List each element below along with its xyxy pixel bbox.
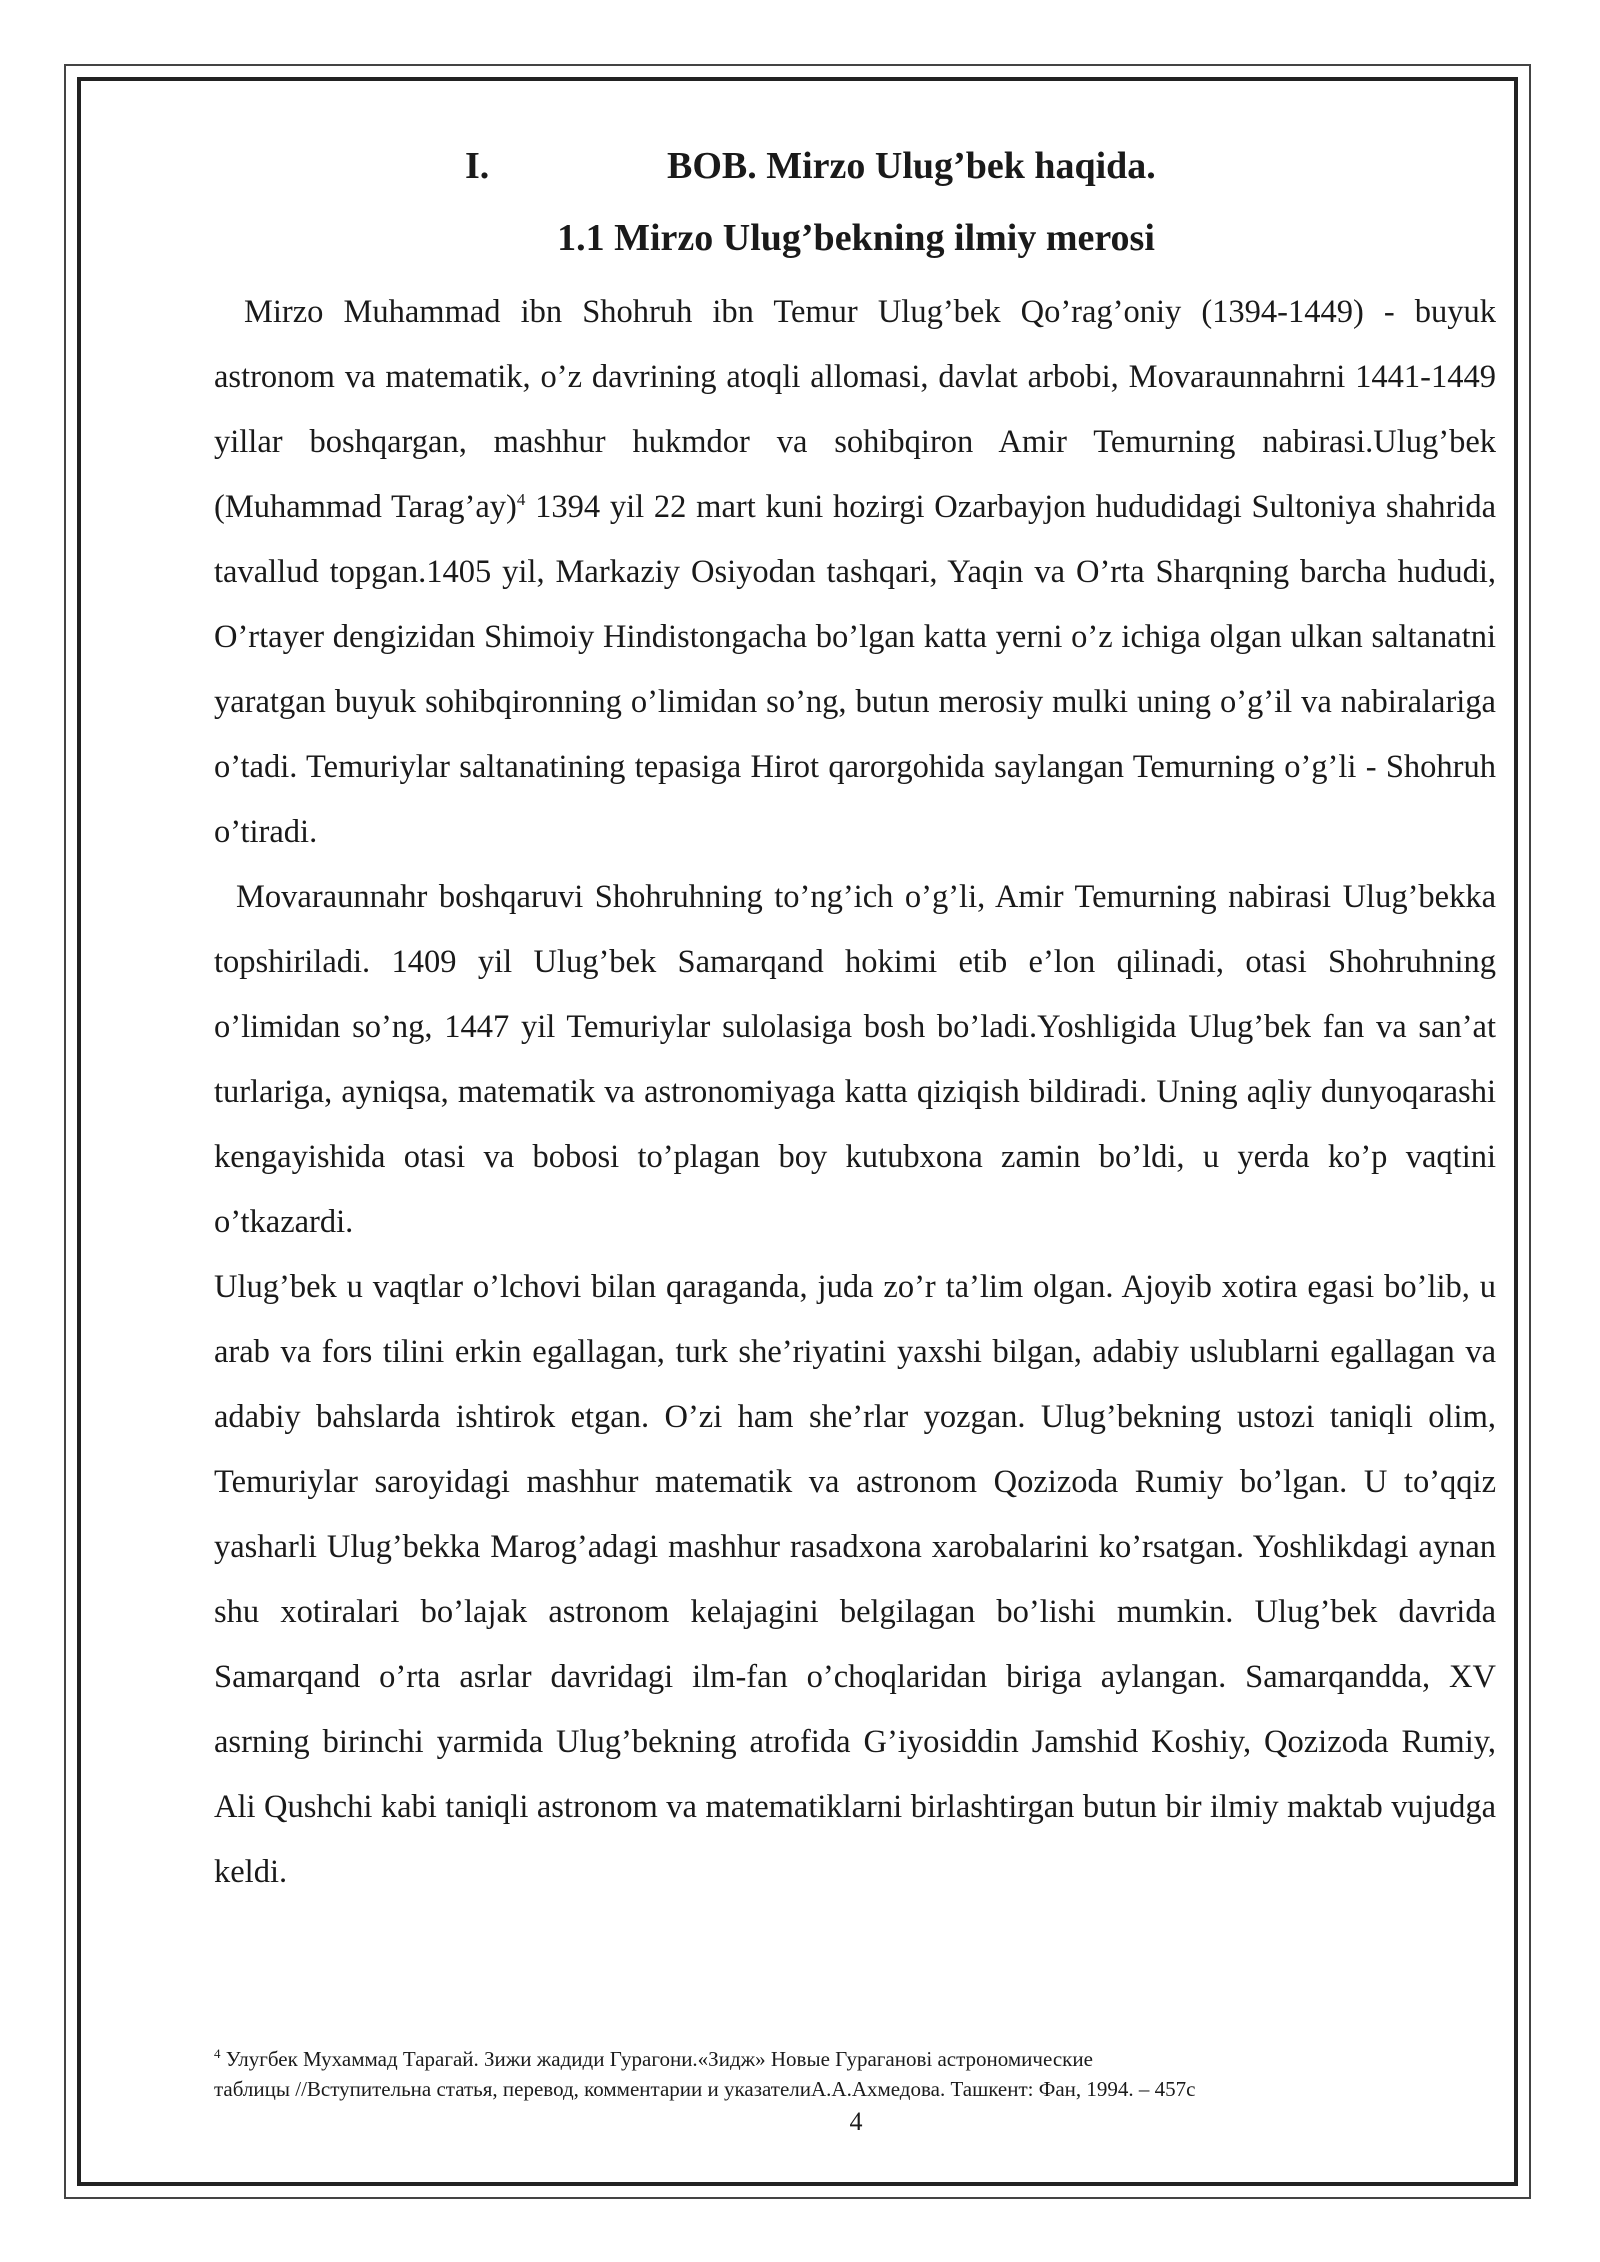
chapter-title: BOB. Mirzo Ulug’bek haqida. (667, 145, 1156, 187)
footnote (214, 2044, 1504, 2104)
paragraph-1 (214, 280, 1496, 865)
chapter-heading (0, 140, 1600, 192)
paragraph-2: Movaraunnahr boshqaruvi Shohruhning to’ng’ich o’g’li, Amir Temurning nabirasi Ulug’bekka topshiriladi. 1409 yil Ulug’bek Samarqand hokimi etib e’lon qilinadi, otasi Shohruhning o’limidan so’ng, 1447 yil Temuriylar sulolasiga bosh bo’ladi.Yoshligida Ulug’bek fan va san’at turlariga, ayniqsa, matematik va astronomiyaga katta qiziqish bildiradi. Uning aqliy dunyoqarashi kengayishida otasi va bobosi to’plagan boy kutubxona zamin bo’ldi, u yerda ko’p vaqtini o’tkazardi. (214, 879, 1496, 1240)
paragraph-1-text-b: 1394 yil 22 mart kuni hozirgi Ozarbayjon hududidagi Sultoniya shahrida tavallud topgan.1405 yil, Markaziy Osiyodan tashqari, Yaqin va O’rta Sharqning barcha hududi, O’rtayer dengizidan Shimoiy Hindistongacha bo’lgan katta yerni o’z ichiga olgan ulkan saltanatni yaratgan buyuk sohibqironning o’limidan so’ng, butun merosiy mulki uning o’g’il va nabiralariga o’tadi. Temuriylar saltanatining tepasiga Hirot qarorgohida saylangan Temurning o’g’li - Shohruh o’tiradi. (214, 489, 1496, 850)
footnote-marker: 4 (214, 2046, 221, 2061)
footnote-reference: 4 (516, 490, 526, 510)
section-heading: 1.1 Mirzo Ulug’bekning ilmiy merosi (557, 217, 1155, 259)
body-text (214, 280, 1496, 1905)
page-number: 4 (849, 2107, 863, 2136)
footnote-text-1: Улугбек Мухаммад Тарагай. Зижи жадиди Гурагони.«Зидж» Новые Гураганові астрономические (220, 2047, 1093, 2071)
footnote-line-2: таблицы //Вступительна статья, перевод, комментарии и указателиА.А.Ахмедова. Ташкент: Фан, 1994. – 457с (214, 2077, 1196, 2101)
chapter-number: I. (465, 145, 490, 187)
paragraph-3: Ulug’bek u vaqtlar o’lchovi bilan qaraganda, juda zo’r ta’lim olgan. Ajoyib xotira egasi bo’lib, u arab va fors tilini erkin egallagan, turk she’riyatini yaxshi bilgan, adabiy uslublarni egallagan va adabiy bahslarda ishtirok etgan. O’zi ham she’rlar yozgan. Ulug’bekning ustozi taniqli olim, Temuriylar saroyidagi mashhur matematik va astronom Qozizoda Rumiy bo’lgan. U to’qqiz yasharli Ulug’bekka Marog’adagi mashhur rasadxona xarobalarini ko’rsatgan. Yoshlikdagi aynan shu xotiralari bo’lajak astronom kelajagini belgilagan bo’lishi mumkin. Ulug’bek davrida Samarqand o’rta asrlar davridagi ilm-fan o’choqlaridan biriga aylangan. Samarqandda, XV asrning birinchi yarmida Ulug’bekning atrofida G’iyosiddin Jamshid Koshiy, Qozizoda Rumiy, Ali Qushchi kabi taniqli astronom va matematiklarni birlashtirgan butun bir ilmiy maktab vujudga keldi. (214, 1269, 1496, 1890)
footnote-line-1 (214, 2044, 1504, 2074)
paragraph-1-text-a: Mirzo Muhammad ibn Shohruh ibn Temur Ulug’bek Qo’rag’oniy (1394-1449) - buyuk astronom va matematik, o’z davrining atoqli allomasi, davlat arbobi, Movaraunnahrni 1441-1449 yillar boshqargan, mashhur hukmdor va sohibqiron Amir Temurning nabirasi.Ulug’bek (Muhammad Tarag’ay) (214, 294, 1496, 525)
